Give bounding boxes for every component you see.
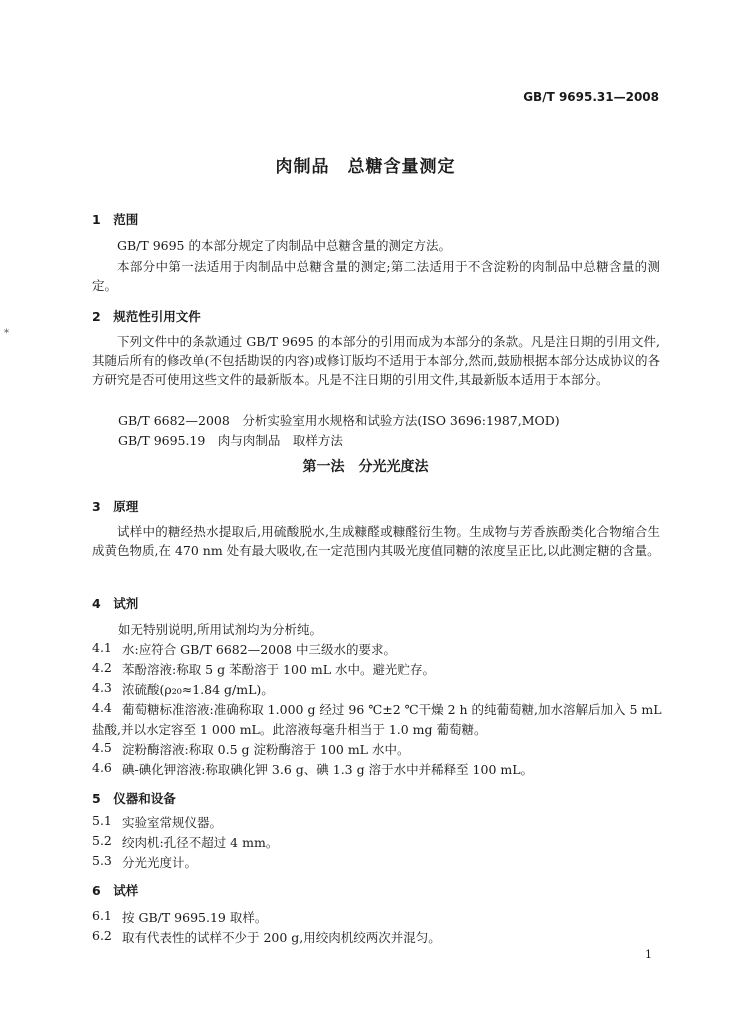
item-text: 苯酚溶液:称取 5 g 苯酚溶于 100 mL 水中。避光贮存。 <box>122 662 436 677</box>
section-1-paragraph-2: 本部分中第一法适用于肉制品中总糖含量的测定;第二法适用于不含淀粉的肉制品中总糖含量的测定。 <box>92 259 660 293</box>
section-1-heading: 1 范围 <box>92 212 139 227</box>
page-number: 1 <box>645 948 652 961</box>
item-text: 淀粉酶溶液:称取 0.5 g 淀粉酶溶于 100 mL 水中。 <box>122 742 410 757</box>
item-number: 4.4 <box>92 700 112 715</box>
item-text: 分光光度计。 <box>122 855 198 870</box>
item-number: 4.1 <box>92 640 112 655</box>
item-text: 水:应符合 GB/T 6682—2008 中三级水的要求。 <box>122 642 396 657</box>
section-6-heading: 6 试样 <box>92 883 139 898</box>
section-4-intro: 如无特别说明,所用试剂均为分析纯。 <box>118 622 322 637</box>
item-text: 按 GB/T 9695.19 取样。 <box>122 910 268 925</box>
item-number: 4.6 <box>92 760 112 775</box>
margin-mark: * <box>4 328 9 339</box>
item-number: 5.3 <box>92 853 112 868</box>
item-number: 5.1 <box>92 813 112 828</box>
item-text: 浓硫酸(ρ₂₀≈1.84 g/mL)。 <box>122 682 274 697</box>
section-4-heading: 4 试剂 <box>92 596 139 611</box>
section-2-heading: 2 规范性引用文件 <box>92 309 201 324</box>
item-text: 实验室常规仪器。 <box>122 815 223 830</box>
item-text: 葡萄糖标准溶液:准确称取 1.000 g 经过 96 ℃±2 ℃干燥 2 h 的纯葡萄糖,加水溶解后加入 5 mL <box>122 702 662 717</box>
item-number: 6.2 <box>92 928 112 943</box>
reference-2: GB/T 9695.19 肉与肉制品 取样方法 <box>118 433 343 448</box>
reference-1: GB/T 6682—2008 分析实验室用水规格和试验方法(ISO 3696:1987,MOD) <box>118 413 560 428</box>
item-number: 5.2 <box>92 833 112 848</box>
item-number: 4.5 <box>92 740 112 755</box>
section-1-paragraph-1: GB/T 9695 的本部分规定了肉制品中总糖含量的测定方法。 <box>117 238 451 253</box>
item-text: 取有代表性的试样不少于 200 g,用绞肉机绞两次并混匀。 <box>122 930 441 945</box>
section-3-heading: 3 原理 <box>92 499 139 514</box>
section-3-paragraph: 试样中的糖经热水提取后,用硫酸脱水,生成糠醛或糠醛衍生物。生成物与芳香族酚类化合物缩合生成黄色物质,在 470 nm 处有最大吸收,在一定范围内其吸光度值同糖的浓度呈正比,以此测定糖的含量。 <box>92 524 660 558</box>
item-text: 绞肉机:孔径不超过 4 mm。 <box>122 835 279 850</box>
item-number: 6.1 <box>92 908 112 923</box>
item-text-continuation: 盐酸,并以水定容至 1 000 mL。此溶液每毫升相当于 1.0 mg 葡萄糖。 <box>92 722 487 737</box>
section-5-heading: 5 仪器和设备 <box>92 791 176 806</box>
document-id: GB/T 9695.31—2008 <box>523 90 659 104</box>
method-1-heading: 第一法 分光光度法 <box>302 459 429 475</box>
page-title: 肉制品 总糖含量测定 <box>275 157 456 177</box>
item-number: 4.3 <box>92 680 112 695</box>
item-text: 碘-碘化钾溶液:称取碘化钾 3.6 g、碘 1.3 g 溶于水中并稀释至 100 mL。 <box>122 762 534 777</box>
section-2-paragraph: 下列文件中的条款通过 GB/T 9695 的本部分的引用而成为本部分的条款。凡是注日期的引用文件,其随后所有的修改单(不包括勘误的内容)或修订版均不适用于本部分,然而,鼓励根据本部分达成协议的各方研究是否可使用这些文件的最新版本。凡是不注日期的引用文件,其最新版本适用于本部分。 <box>92 334 660 387</box>
item-number: 4.2 <box>92 660 112 675</box>
